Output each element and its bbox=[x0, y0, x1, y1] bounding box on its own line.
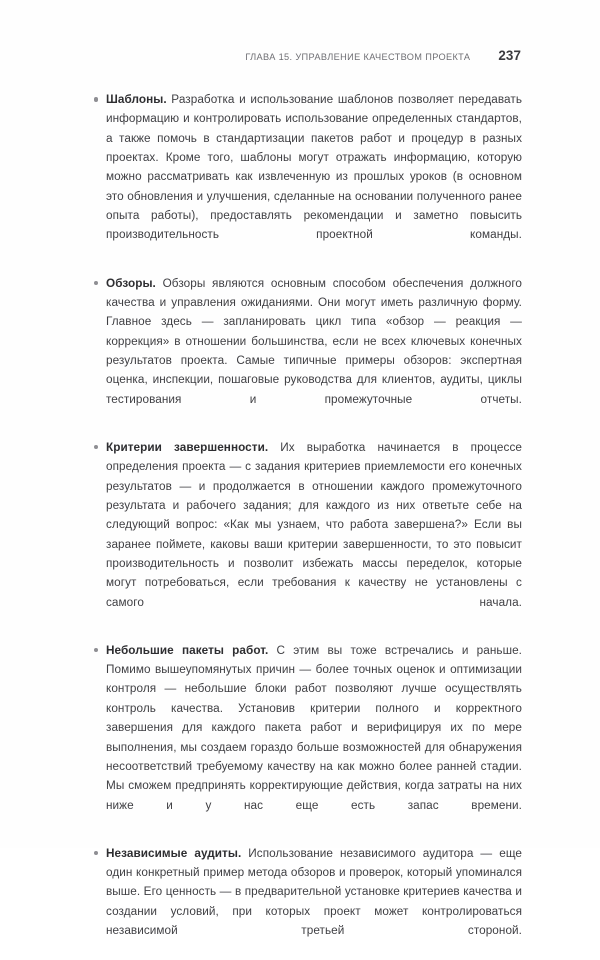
list-item-term: Обзоры. bbox=[106, 276, 156, 290]
list-item-body: Разработка и использование шаблонов позволяет передавать информацию и контролировать использование определенных стандартов, а также помочь в стандартизации пакетов работ и процедур в разных проектах. Кроме того, шаблоны могут отражать информацию, которую можно рассматривать как извлеченную из прошлых уроков (в основном это обновления и улучшения, сделанные на основании полученного ранее опыта работы), предоставлять рекомендации и заметно повысить производительность проектной команды. bbox=[106, 93, 522, 242]
list-item-term: Шаблоны. bbox=[106, 93, 167, 106]
list-item-body: Их выработка начинается в процессе определения проекта — с задания критериев приемлемости его конечных результатов — и продолжается в отношении каждого промежуточного результата и рабочего задания; для каждого из них ответьте себе на следующий вопрос: «Как мы узнаем, что работа завершена?» Если вы заранее поймете, каковы ваши критерии завершенности, то это повысит производительность и позволит избежать массы переделок, которые могут потребоваться, если требования к качеству не установлены с самого начала. bbox=[106, 440, 522, 609]
list-item bbox=[94, 438, 522, 631]
list-item bbox=[94, 844, 522, 960]
bullet-point-icon bbox=[94, 851, 98, 855]
body-content bbox=[94, 90, 522, 960]
list-item-term: Критерии завершенности. bbox=[106, 440, 269, 454]
chapter-title: ГЛАВА 15. УПРАВЛЕНИЕ КАЧЕСТВОМ ПРОЕКТА bbox=[245, 52, 471, 62]
list-item-body: Обзоры являются основным способом обеспечения должного качества и управления ожиданиями. Они могут иметь различную форму. Главное здесь — запланировать цикл типа «обзор — реакция — коррекция» в отношении большинства, если не всех ключевых конечных результатов проекта. Самые типичные примеры обзоров: экспертная оценка, инспекции, пошаговые руководства для клиентов, аудиты, циклы тестирования и промежуточные отчеты. bbox=[106, 276, 522, 406]
running-head bbox=[79, 49, 521, 69]
list-item-term: Небольшие пакеты работ. bbox=[106, 643, 269, 657]
page-number: 237 bbox=[498, 48, 521, 63]
list-item bbox=[94, 274, 522, 429]
bullet-point-icon bbox=[94, 281, 98, 285]
list-item-body: С этим вы тоже встречались и раньше. Помимо вышеупомянутых причин — более точных оценок и оптимизации контроля — небольшие блоки работ позволяют лучше осуществлять контроль качества. Установив критерии полного и корректного завершения для каждого пакета работ и верифицируя их по мере выполнения, мы создаем гораздо больше возможностей для обнаружения несоответствий требуемому качеству на как можно более ранней стадии. Мы сможем предпринять корректирующие действия, когда затраты на них ниже и у нас еще есть запас времени. bbox=[106, 643, 522, 812]
bullet-point-icon bbox=[94, 648, 98, 652]
list-item-body: Использование независимого аудитора — еще один конкретный пример метода обзоров и проверок, который упоминался выше. Его ценность — в предварительной установке критериев качества и создании условий, при которых проект может контролироваться независимой третьей стороной. bbox=[106, 846, 523, 938]
bullet-point-icon bbox=[94, 445, 98, 449]
bullet-point-icon bbox=[94, 97, 98, 101]
list-item-term: Независимые аудиты. bbox=[106, 846, 242, 860]
list-item bbox=[94, 90, 522, 264]
list-item bbox=[94, 641, 522, 834]
